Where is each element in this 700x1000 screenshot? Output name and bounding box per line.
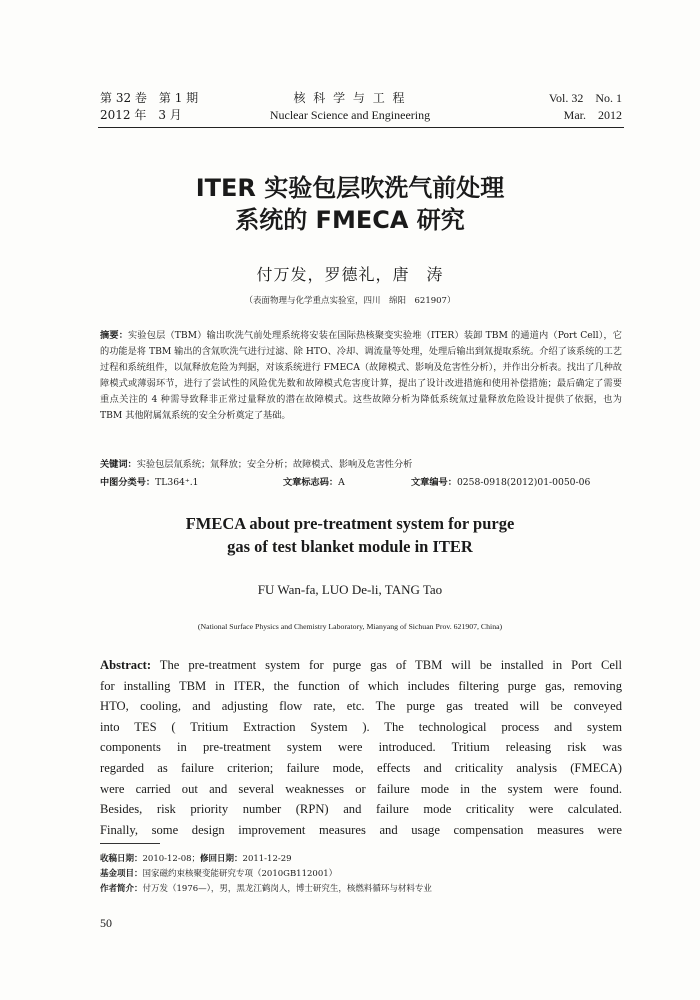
abstract-en-line: for installing TBM in ITER, the function of which includes filtering purge gas, removing xyxy=(100,678,622,693)
header-divider xyxy=(98,127,624,128)
abstract-en-line: Abstract: The pre-treatment system for purge gas of TBM will be installed in Port Cell xyxy=(100,658,623,672)
abstract-en-line: components in pre-treatment system were introduced. Tritium releasing risk was xyxy=(100,740,622,755)
journal-name-en: Nuclear Science and Engineering xyxy=(269,108,431,122)
article-number-label: 文章编号： xyxy=(411,477,457,488)
article-number xyxy=(411,474,590,488)
title-cn-line2: 系统的 FMECA 研究 xyxy=(235,206,465,234)
date-cn: 2012 年 3 月 xyxy=(100,108,182,122)
title-cn xyxy=(0,172,700,236)
footnote-fund: 基金项目：国家磁约束核聚变能研究专项（2010GB112001） xyxy=(100,869,338,879)
abstract-en xyxy=(100,655,622,840)
clc-label: 中图分类号： xyxy=(100,477,156,488)
abstract-en-line: Finally, some design improvement measures and usage compensation measures were xyxy=(100,822,622,837)
authors-cn: 付万发，罗德礼，唐 涛 xyxy=(256,265,444,284)
doc-code-label: 文章标志码： xyxy=(283,477,339,488)
title-en xyxy=(0,512,700,558)
footnote-author-bio: 作者简介：付万发（1976—），男，黑龙江鹤岗人，博士研究生，核燃料循环与材料专业 xyxy=(100,884,432,894)
abstract-cn xyxy=(100,328,622,424)
footnote-divider xyxy=(100,843,160,844)
keywords-cn xyxy=(100,456,622,470)
clc-value: TL364⁺.1 xyxy=(155,477,199,488)
abstract-en-line: regarded as failure criterion; failure mode, effects and criticality analysis (FMECA) xyxy=(100,760,622,775)
keywords-cn-label: 关键词： xyxy=(100,459,137,470)
title-cn-line1: ITER 实验包层吹洗气前处理 xyxy=(195,174,505,202)
abstract-cn-text: 实验包层（TBM）输出吹洗气前处理系统将安装在国际热核聚变实验堆（ITER）装卸 TBM 的通道内（Port Cell），它的功能是将 TBM 输出的含氚吹洗气进行过滤、除 HTO、冷却、调流量等处理，处理后输出到氚提取系统。介绍了该系统的工艺过程和系统组件，以氚释放危险为判据，对该系统进行 FMECA（故障模式、影响及危害性分析），并作出分析表。找出了几种故障模式或薄弱环节，进行了尝试性的风险优先数和故障模式危害度计算，提出了设计改进措施和使用补偿措施；最后确定了需要重点关注的 4 种需导致释非正常过量释放的潜在故障模式。这些故障分析为降低系统氚过量释放危险设计提供了依据，也为 TBM 其他附属氚系统的安全分析奠定了基础。 xyxy=(100,330,622,421)
authors-en: FU Wan-fa, LUO De-li, TANG Tao xyxy=(257,582,443,597)
abstract-en-line: HTO, cooling, and adjusting flow rate, etc. The purge gas treated will be conveyed xyxy=(100,699,622,714)
affiliation-en: (National Surface Physics and Chemistry Laboratory, Mianyang of Sichuan Prov. 621907, China) xyxy=(197,622,503,631)
abstract-cn-label: 摘要： xyxy=(100,330,129,341)
title-en-line2: gas of test blanket module in ITER xyxy=(227,537,473,556)
article-number-value: 0258-0918(2012)01-0050-06 xyxy=(456,477,591,488)
volume-issue-cn: 第 32 卷 第 1 期 xyxy=(100,91,199,105)
abstract-en-line: Besides, risk priority number (RPN) and failure mode criticality were calculated. xyxy=(100,802,622,817)
volume-issue-en: Vol. 32 No. 1 xyxy=(548,91,622,105)
doc-code-value: A xyxy=(338,477,345,488)
date-en: Mar. 2012 xyxy=(563,108,622,122)
keywords-cn-text: 实验包层氚系统；氚释放；安全分析；故障模式、影响及危害性分析 xyxy=(136,459,413,470)
abstract-en-label: Abstract: xyxy=(100,658,152,672)
footnote-dates: 收稿日期：2010-12-08；修回日期：2011-12-29 xyxy=(100,854,292,864)
affiliation-cn: （表面物理与化学重点实验室，四川 绵阳 621907） xyxy=(244,296,456,306)
document-code xyxy=(283,474,345,488)
journal-name-cn: 核 科 学 与 工 程 xyxy=(293,91,407,105)
abstract-en-line: were carried out and several weaknesses or failure mode in the system were found. xyxy=(100,781,622,796)
issue-info-en xyxy=(549,90,622,124)
clc-number xyxy=(100,474,199,488)
abstract-en-line: into TES ( Tritium Extraction System ). The technological process and system xyxy=(100,719,622,734)
page-number: 50 xyxy=(100,916,112,930)
title-en-line1: FMECA about pre-treatment system for purge xyxy=(185,514,515,533)
